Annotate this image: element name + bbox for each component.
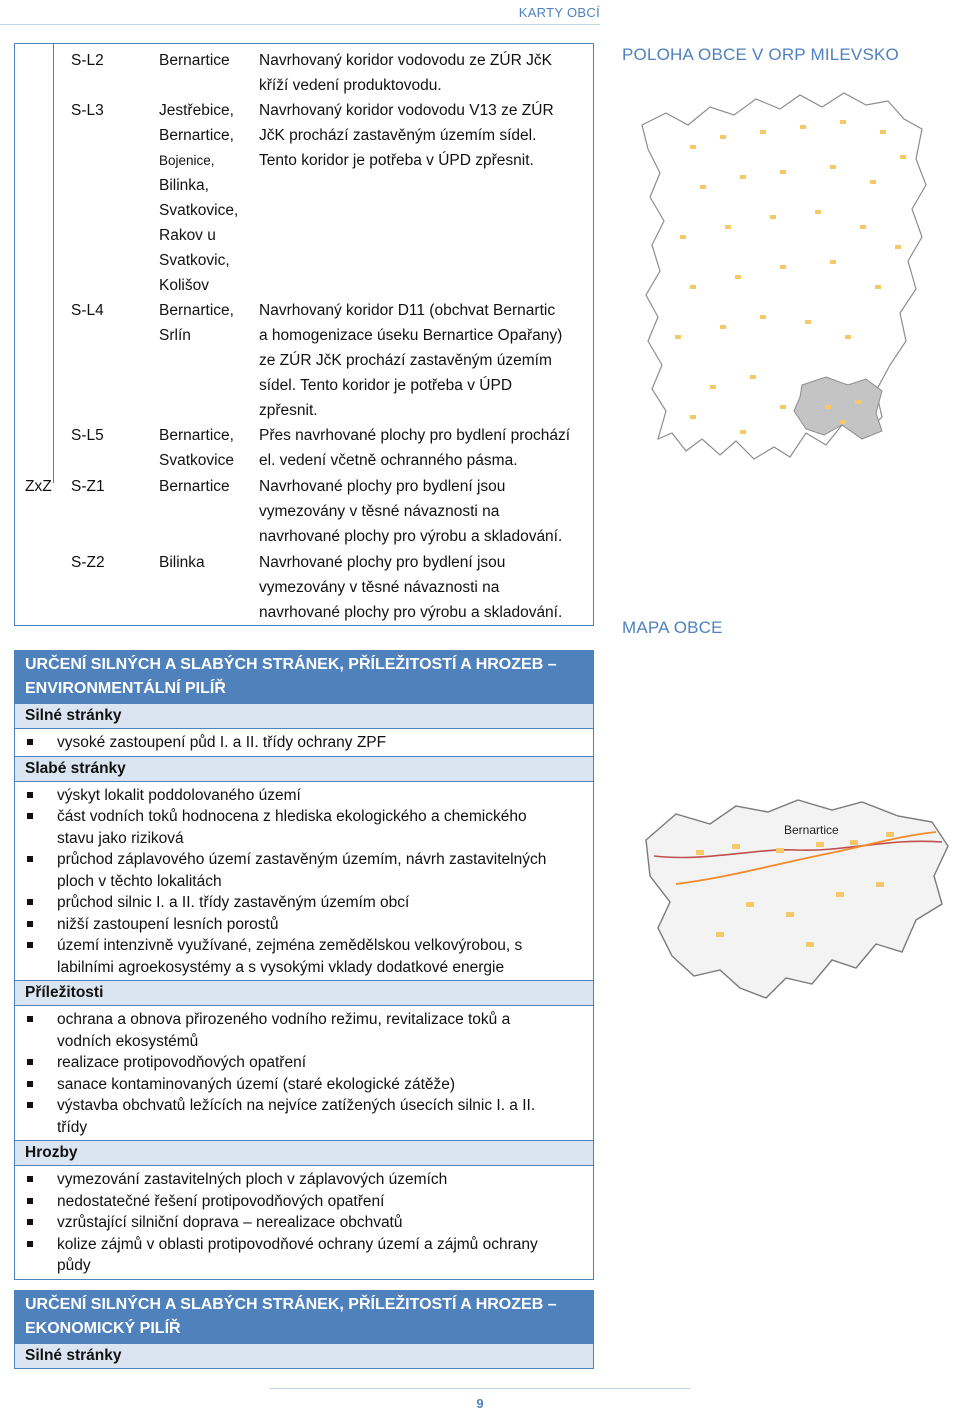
row-code: S-L5 <box>71 427 104 444</box>
built-up-block <box>732 844 740 849</box>
list-item <box>15 1052 593 1074</box>
town-marker <box>680 235 686 239</box>
built-up-block <box>746 902 754 907</box>
bullet-icon <box>27 1241 33 1247</box>
bullet-icon <box>27 921 33 927</box>
orp-map-heading: POLOHA OBCE V ORP MILEVSKO <box>622 45 899 64</box>
municipality-map-heading: MAPA OBCE <box>622 618 723 637</box>
weaknesses-heading: Slabé stránky <box>15 756 593 782</box>
list-item <box>15 1095 593 1138</box>
town-marker <box>700 185 706 189</box>
town-marker <box>740 175 746 179</box>
built-up-block <box>806 942 814 947</box>
opportunities-heading: Příležitosti <box>15 980 593 1006</box>
list-item <box>15 785 593 807</box>
list-item-text: výskyt lokalit poddolovaného území <box>57 786 301 804</box>
page-footer <box>270 1388 690 1412</box>
town-marker <box>675 335 681 339</box>
orp-region-shape <box>642 93 926 459</box>
town-marker <box>690 415 696 419</box>
econ-strengths-heading: Silné stránky <box>15 1343 593 1368</box>
opportunities-list <box>15 1006 593 1140</box>
built-up-block <box>876 882 884 887</box>
town-marker <box>770 215 776 219</box>
list-item-text: výstavba obchvatů ležících na nejvíce zatížených úsecích silnic I. a II. třídy <box>57 1097 536 1136</box>
list-item <box>15 1191 593 1213</box>
bullet-icon <box>27 1176 33 1182</box>
row-code: S-L3 <box>71 102 104 119</box>
bullet-icon <box>27 1081 33 1087</box>
list-item-text: kolize zájmů v oblasti protipovodňové ochrany území a zájmů ochrany půdy <box>57 1235 538 1274</box>
town-marker <box>690 145 696 149</box>
town-marker <box>690 285 696 289</box>
limits-table <box>14 43 594 626</box>
town-marker <box>760 315 766 319</box>
town-marker <box>750 375 756 379</box>
list-item <box>15 732 593 754</box>
list-item <box>15 1009 593 1052</box>
row-places: Bilinka <box>159 554 205 571</box>
town-marker <box>840 420 846 424</box>
town-marker <box>725 225 731 229</box>
town-marker <box>780 170 786 174</box>
built-up-block <box>716 932 724 937</box>
town-marker <box>800 125 806 129</box>
list-item-text: sanace kontaminovaných území (staré ekologické zátěže) <box>57 1075 456 1093</box>
list-item-text: nedostatečné řešení protipovodňových opatření <box>57 1192 385 1210</box>
row-places: Bernartice, Svatkovice <box>159 427 234 469</box>
town-marker <box>780 265 786 269</box>
row-text: Navrhované plochy pro bydlení jsou vymezovány v těsné návaznosti na navrhované plochy pro výrobu a skladování. <box>259 554 563 621</box>
header-title: KARTY OBCÍ <box>518 5 600 20</box>
town-marker <box>735 275 741 279</box>
list-item-text: realizace protipovodňových opatření <box>57 1054 307 1071</box>
econ-swot-box <box>14 1290 594 1369</box>
town-marker <box>710 385 716 389</box>
row-text: Navrhovaný koridor vodovodu ze ZÚR JčK kříží vedení produktovodu. <box>259 52 552 94</box>
env-swot-title: URČENÍ SILNÝCH A SLABÝCH STRÁNEK, PŘÍLEŽITOSTÍ A HROZEB – ENVIRONMENTÁLNÍ PILÍŘ <box>15 651 593 703</box>
town-marker <box>720 325 726 329</box>
list-item-text: území intenzivně využívané, zejména zemědělskou velkovýrobou, s labilními agroekosystémy a s vysokými vklady dodatkové energie <box>57 937 523 976</box>
list-item <box>15 1234 593 1277</box>
bullet-icon <box>27 813 33 819</box>
bullet-icon <box>27 942 33 948</box>
row-code: S-Z1 <box>71 478 105 495</box>
town-marker <box>815 210 821 214</box>
bullet-icon <box>27 739 33 745</box>
town-marker <box>845 335 851 339</box>
town-marker <box>720 135 726 139</box>
list-item <box>15 935 593 978</box>
threats-heading: Hrozby <box>15 1140 593 1166</box>
row-code: S-L4 <box>71 302 104 319</box>
row-code: S-L2 <box>71 52 104 69</box>
row-text: Přes navrhované plochy pro bydlení prochází el. vedení včetně ochranného pásma. <box>259 427 571 469</box>
town-marker <box>880 130 886 134</box>
built-up-block <box>786 912 794 917</box>
env-swot-box <box>14 650 594 1280</box>
list-item-text: vysoké zastoupení půd I. a II. třídy ochrany ZPF <box>57 734 387 751</box>
built-up-block <box>836 892 844 897</box>
page-header <box>0 0 600 25</box>
row-places: Bernartice <box>159 478 230 495</box>
list-item <box>15 849 593 892</box>
municipality-map <box>636 792 956 1012</box>
list-item <box>15 892 593 914</box>
town-marker <box>830 165 836 169</box>
town-marker <box>895 245 901 249</box>
econ-swot-title: URČENÍ SILNÝCH A SLABÝCH STRÁNEK, PŘÍLEŽITOSTÍ A HROZEB – EKONOMICKÝ PILÍŘ <box>15 1291 593 1343</box>
row-places: Bernartice <box>159 52 230 69</box>
town-marker <box>855 400 861 404</box>
page-number: 9 <box>476 1396 484 1411</box>
town-marker <box>870 180 876 184</box>
row-text: Navrhovaný koridor D11 (obchvat Bernartic a homogenizace úseku Bernartice Opařany) ze ZÚR JčK prochází zastavěným územím sídel. Tento koridor je potřeba v ÚPD zpřesnit. <box>259 302 563 419</box>
list-item-text: část vodních toků hodnocena z hlediska ekologického a chemického stavu jako riziková <box>57 808 527 847</box>
list-item <box>15 1212 593 1234</box>
town-marker <box>805 320 811 324</box>
row-text: Navrhované plochy pro bydlení jsou vymezovány v těsné návaznosti na navrhované plochy pro výrobu a skladování. <box>259 478 563 545</box>
built-up-block <box>850 840 858 845</box>
town-marker <box>900 155 906 159</box>
map-town-label: Bernartice <box>784 823 839 837</box>
strengths-list <box>15 729 593 756</box>
list-item <box>15 914 593 936</box>
weaknesses-list <box>15 782 593 981</box>
row-places: Jestřebice, Bernartice, Bojenice, Bilinka, Svatkovice, Rakov u Svatkovic, Kolišov <box>159 102 239 294</box>
row-places: Bernartice, Srlín <box>159 302 234 344</box>
town-marker <box>860 225 866 229</box>
built-up-block <box>816 842 824 847</box>
town-marker <box>840 120 846 124</box>
orp-milevsko-map <box>630 85 930 485</box>
town-marker <box>780 405 786 409</box>
threats-list <box>15 1166 593 1279</box>
town-marker <box>760 130 766 134</box>
row-group: ZxZ <box>25 478 52 495</box>
list-item <box>15 1074 593 1096</box>
strengths-heading: Silné stránky <box>15 703 593 729</box>
bullet-icon <box>27 1198 33 1204</box>
group-divider <box>53 44 54 483</box>
row-text: Navrhovaný koridor vodovodu V13 ze ZÚR JčK prochází zastavěným územím sídel. Tento koridor je potřeba v ÚPD zpřesnit. <box>259 102 554 169</box>
bullet-icon <box>27 856 33 862</box>
list-item-text: ochrana a obnova přirozeného vodního režimu, revitalizace toků a vodních ekosystémů <box>57 1011 511 1050</box>
list-item-text: nižší zastoupení lesních porostů <box>57 915 279 933</box>
town-marker <box>740 430 746 434</box>
row-code: S-Z2 <box>71 554 105 571</box>
list-item-text: vymezování zastavitelných ploch v záplavových územích <box>57 1171 448 1188</box>
town-marker <box>825 405 831 409</box>
list-item-text: vzrůstající silniční doprava – nerealizace obchvatů <box>57 1214 403 1231</box>
bullet-icon <box>27 899 33 905</box>
built-up-block <box>886 832 894 837</box>
list-item-text: průchod silnic I. a II. třídy zastavěným územím obcí <box>57 894 410 911</box>
list-item <box>15 806 593 849</box>
list-item-text: průchod záplavového území zastavěným územím, návrh zastavitelných ploch v těchto lokalitách <box>57 851 547 890</box>
bullet-icon <box>27 1219 33 1225</box>
bullet-icon <box>27 792 33 798</box>
built-up-block <box>776 848 784 853</box>
bullet-icon <box>27 1016 33 1022</box>
list-item <box>15 1169 593 1191</box>
bullet-icon <box>27 1059 33 1065</box>
built-up-block <box>696 850 704 855</box>
town-marker <box>830 260 836 264</box>
bullet-icon <box>27 1102 33 1108</box>
town-marker <box>875 285 881 289</box>
